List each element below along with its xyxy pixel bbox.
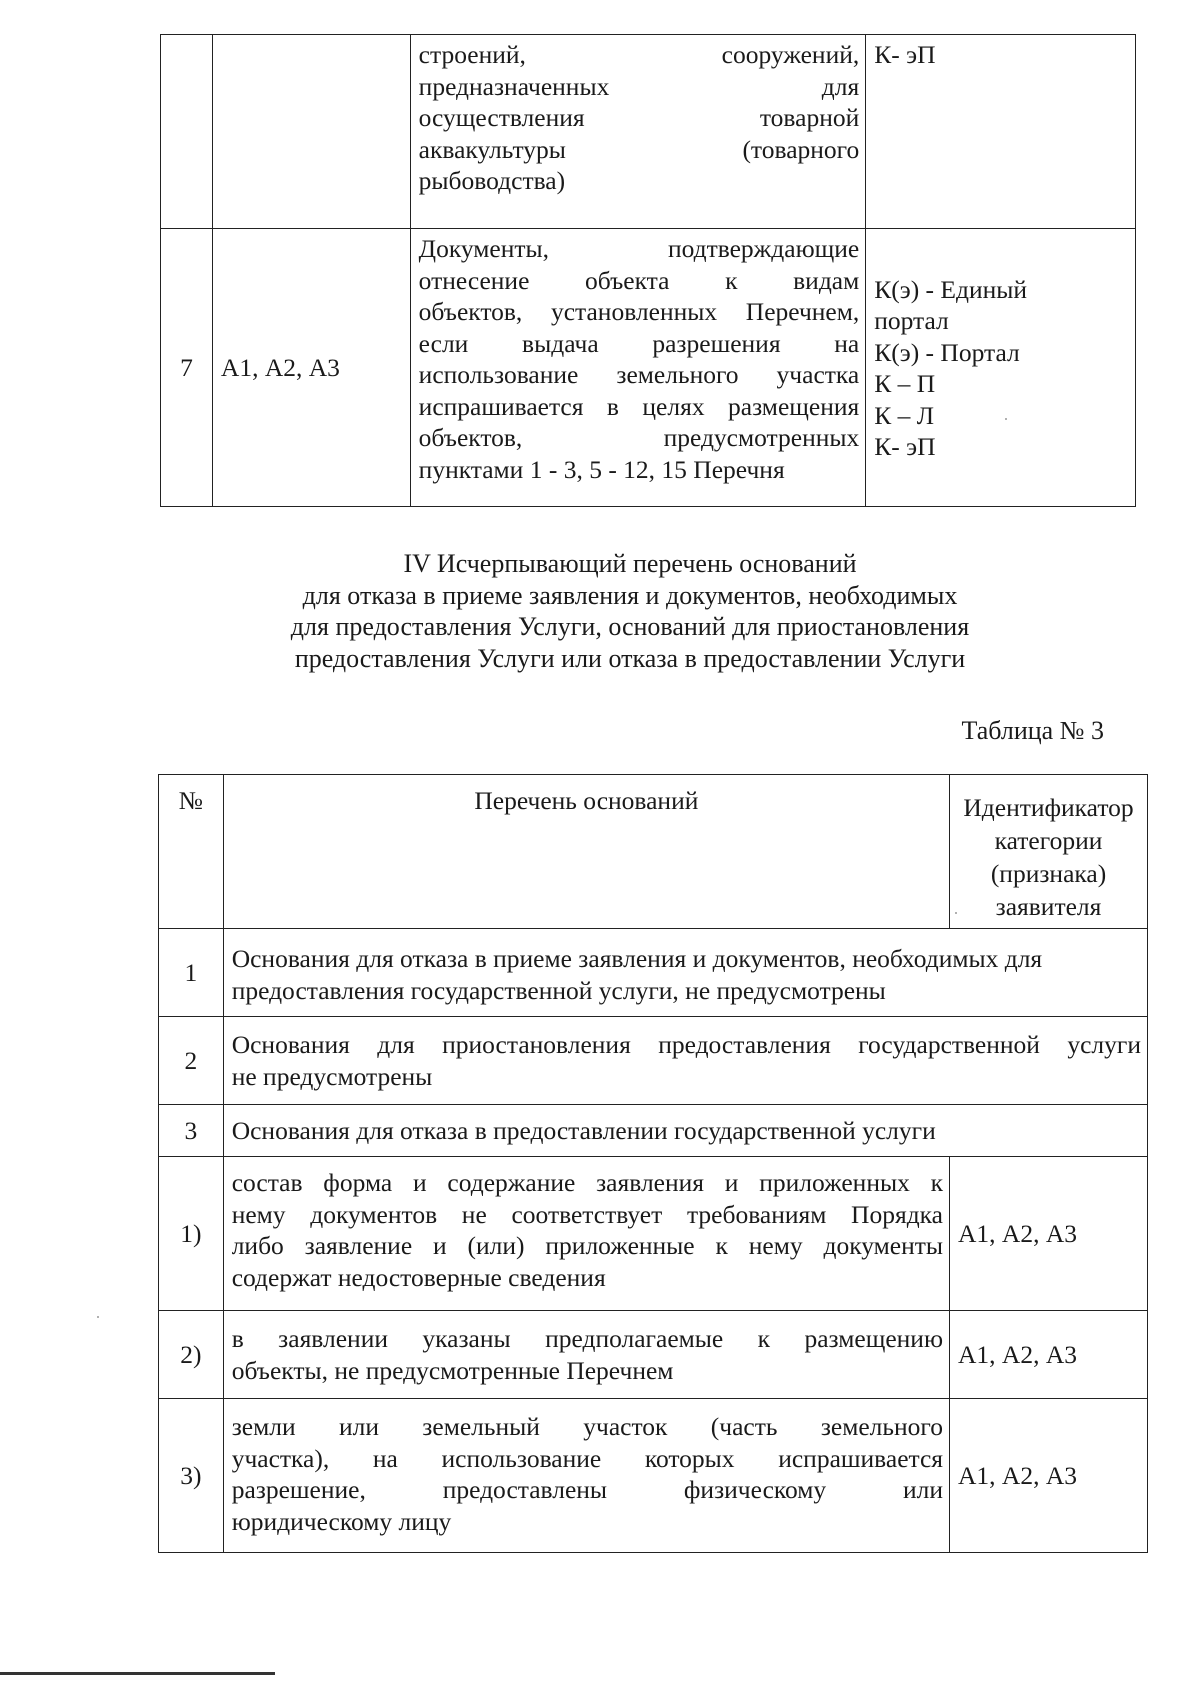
section-heading [160,548,1100,674]
grounds-cell [223,1399,949,1553]
method-line: К(э) - Портал [874,337,1020,367]
table-row [161,229,1136,507]
row-number-cell: 3 [159,1105,224,1157]
document-line: строений, сооружений, [418,40,860,69]
document-line: испрашивается в целях размещения [418,391,860,421]
method-line: К(э) - Единый [874,274,1028,304]
header-identifier-line: Идентификатор [963,793,1134,822]
document-line: рыбоводства) [418,166,566,195]
grounds-cell [223,1105,1147,1157]
document-line: если выдача разрешения на [418,328,860,358]
method-line: К – Л [874,400,935,430]
header-identifier-line: заявителя [995,892,1102,921]
heading-line: для отказа в приеме заявления и документов, необходимых [302,580,958,610]
table-row [161,35,1136,229]
grounds-line: Основания для приостановления предоставления государственной услуги [231,1030,1141,1059]
document-cell [410,35,866,229]
table-row [159,1105,1148,1157]
method-line: К – П [874,369,936,398]
identifier-cell: А1, А2, А3 [950,1157,1148,1311]
row-number-cell: 2) [159,1311,224,1399]
row-number-cell: 1) [159,1157,224,1311]
heading-line: для предоставления Услуги, оснований для приостановления [290,612,970,641]
header-number: № [159,775,224,929]
grounds-line: содержат недостоверные сведения [231,1262,606,1292]
row-number-cell: 1 [159,929,224,1017]
table-caption: Таблица № 3 [961,716,1104,745]
table-row [159,1017,1148,1105]
grounds-line: состав форма и содержание заявления и приложенных к [231,1168,944,1197]
header-identifier-line: категории [994,826,1103,855]
grounds-cell [223,1157,949,1311]
grounds-line: нему документов не соответствует требованиям Порядка [231,1199,944,1229]
document-line: предназначенных для [418,71,860,101]
grounds-line: либо заявление и (или) приложенные к нему документы [231,1231,944,1260]
document-line: объектов, установленных Перечнем, [418,297,860,326]
document-line: Документы, подтверждающие [418,234,860,263]
grounds-line: Основания для отказа в приеме заявления и документов, необходимых для [231,944,1043,973]
grounds-line: юридическому лицу [231,1506,452,1536]
row-number-cell: 2 [159,1017,224,1105]
scan-speck [97,1316,99,1318]
header-grounds: Перечень оснований [223,775,949,929]
row-number-cell: 7 [161,229,213,507]
grounds-line: Основания для отказа в предоставлении государственной услуги [231,1116,936,1146]
document-line: использование земельного участка [418,360,860,389]
method-line: К- эП [874,432,936,461]
header-identifier [950,775,1148,929]
scan-edge-line [0,1672,275,1675]
grounds-cell [223,1311,949,1399]
grounds-line: не предусмотрены [231,1061,433,1091]
document-line: осуществления товарной [418,103,860,132]
grounds-line: участка), на использование которых испрашивается [231,1443,944,1473]
scan-speck [955,912,957,914]
grounds-line: в заявлении указаны предполагаемые к размещению [231,1324,944,1353]
submission-method-cell [866,229,1136,507]
method-line: портал [874,306,949,335]
method-line: К- эП [874,40,936,69]
heading-line: предоставления Услуги или отказа в предоставлении Услуги [294,643,966,673]
table-row [159,1157,1148,1311]
grounds-line: предоставления государственной услуги, не предусмотрены [231,975,886,1005]
grounds-line: земли или земельный участок (часть земельного [231,1412,944,1441]
row-number-cell: 3) [159,1399,224,1553]
grounds-line: объекты, не предусмотренные Перечнем [231,1355,674,1385]
heading-line: IV Исчерпывающий перечень оснований [403,549,857,578]
grounds-cell [223,929,1147,1017]
grounds-cell [223,1017,1147,1105]
grounds-table [158,774,1148,1553]
category-cell [212,35,410,229]
header-identifier-line: (признака) [990,859,1107,888]
document-line: пунктами 1 - 3, 5 - 12, 15 Перечня [418,454,785,484]
identifier-cell: А1, А2, А3 [950,1311,1148,1399]
document-cell [410,229,866,507]
document-line: отнесение объекта к видам [418,265,860,295]
table-row [159,1311,1148,1399]
table-row [159,1399,1148,1553]
row-number-cell [161,35,213,229]
table-header-row [159,775,1148,929]
submission-method-cell [866,35,1136,229]
document-line: аквакультуры (товарного [418,134,860,164]
table-row [159,929,1148,1017]
document-line: объектов, предусмотренных [418,423,860,452]
scan-speck [1005,418,1007,420]
documents-table-continued [160,34,1136,507]
grounds-line: разрешение, предоставлены физическому или [231,1475,944,1504]
category-cell: А1, А2, А3 [212,229,410,507]
identifier-cell: А1, А2, А3 [950,1399,1148,1553]
